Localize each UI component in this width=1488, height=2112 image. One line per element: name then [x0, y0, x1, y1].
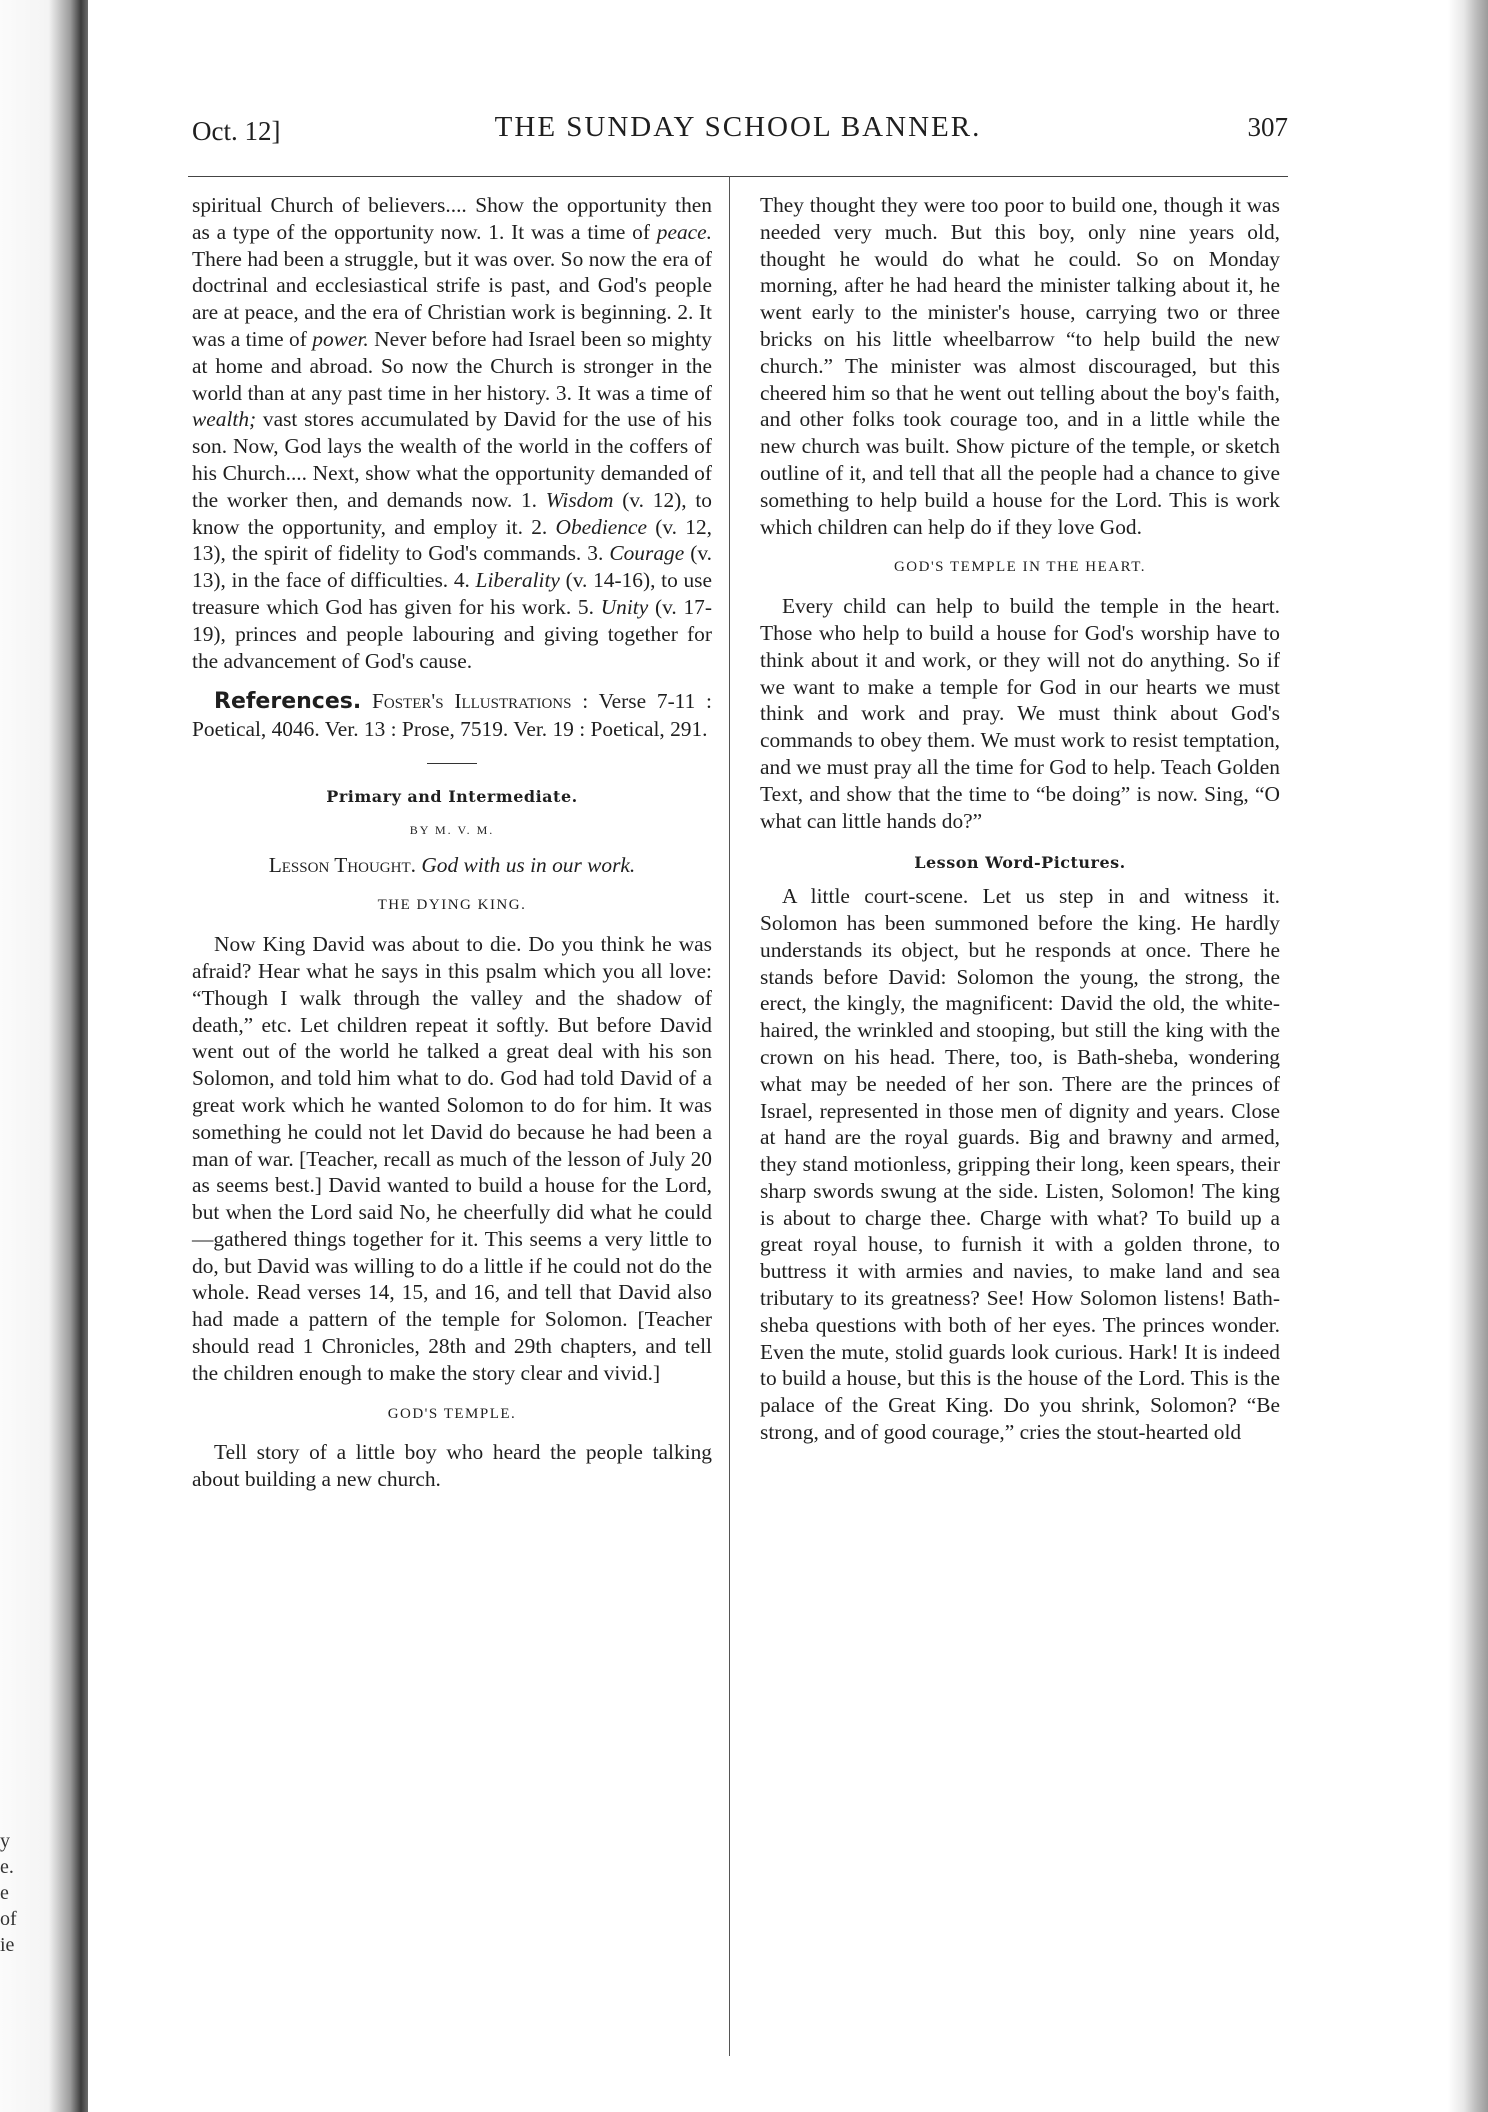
dying-king-paragraph: Now King David was about to die. Do you think he was afraid? Hear what he says in this psalm which you all love: “Though I walk through the valley and the shadow of death,” etc. Let children repeat it softly. But before David went out of the world he talked a great deal with his son Solomon, and told him what to do. God had told David of a great work which he wanted Solomon to do for him. It was something he could not let David do because he had been a man of war. [Teacher, recall as much of the lesson of July 20 as seems best.] David wanted to build a house for the Lord, but when the Lord said No, he cheerfully did what he could—gathered things together for it. This seems a very little to do, but David was willing to do a little if he could not do the whole. Read verses 14, 15, and 16, and tell that David also had made a pattern of the temple for Solomon. [Teacher should read 1 Chronicles, 28th and 29th chapters, and tell the children enough to make the story clear and vivid.]	[192, 932, 712, 1385]
temple-in-heart-paragraph: Every child can help to build the temple in the heart. Those who help to build a house for God's worship have to think about it and work, or they will not do anything. So if we want to make a temple for God in our hearts we must think and work and pray. We must think about God's commands to obey them. We must work to resist temptation, and we must pray all the time for God to help. Teach Golden Text, and show that the time to “be doing” is now. Sing, “O what can little hands do?”	[760, 594, 1280, 833]
italic-term: wealth;	[192, 407, 257, 432]
fragment-line: e	[0, 1882, 9, 1904]
text-run: (v. 12, 13), the spirit of fidelity to God's commands. 3.	[192, 514, 712, 566]
text-run: Never before had Israel been so mighty at home and abroad. So now the Church is stronger in the world than at any past time in her history. 3. It was a time of	[192, 326, 712, 405]
italic-term: Wisdom	[545, 487, 614, 512]
section-title-word-pictures: Lesson Word-Pictures.	[914, 853, 1126, 873]
header-date: Oct. 12]	[192, 116, 281, 146]
lesson-thought-text: God with us in our work.	[421, 852, 636, 877]
subhead-temple-in-heart: GOD'S TEMPLE IN THE HEART.	[893, 559, 1147, 576]
boy-story-paragraph: They thought they were too poor to build one, though it was needed very much. But this boy, only nine years old, thought he would do what he could. So on Monday morning, after he had heard the minister talking about it, he went early to the minister's house, carrying two or three bricks on his little wheelbarrow “to help build the new church.” The minister was almost discouraged, but this cheered him so that he went out telling about the boy's faith, and other folks took courage too, and in a little while the new church was built. Show picture of the temple, or sketch outline of it, and tell that all the people had a chance to give something to help build a house for the Lord. This is work which children can help do if they love God.	[760, 193, 1280, 539]
left-column	[192, 192, 712, 1493]
italic-term: Unity	[600, 594, 649, 619]
fragment-line: y	[0, 1830, 10, 1852]
fragment-line: e.	[0, 1856, 14, 1878]
text-run: vast stores accumulated by David for the use of his son. Now, God lays the wealth of the world in the coffers of his Church.... Next, show what the opportunity demanded of the worker then, and demands now. 1.	[192, 407, 712, 512]
italic-term: Courage	[609, 541, 685, 566]
book-spine-shadow	[0, 0, 88, 2112]
header-title: THE SUNDAY SCHOOL BANNER.	[494, 111, 982, 143]
italic-term: Obedience	[555, 514, 647, 539]
text-run: (v. 17-19), princes and people labouring and giving together for the advancement of God's cause.	[192, 594, 712, 673]
book-page	[188, 96, 1288, 1492]
running-header	[188, 96, 1288, 156]
italic-term: peace.	[656, 219, 712, 244]
section-title-primary: Primary and Intermediate.	[326, 786, 578, 806]
byline: BY M. V. M.	[409, 822, 495, 837]
facing-page-fragment	[0, 1828, 20, 1958]
section-rule	[427, 763, 477, 764]
page-number: 307	[1247, 112, 1288, 142]
lesson-thought-label: Lesson Thought.	[268, 852, 416, 877]
column-divider	[729, 176, 730, 2056]
right-column	[760, 192, 1280, 1446]
subhead-gods-temple: GOD'S TEMPLE.	[387, 1405, 517, 1422]
opportunity-paragraph	[192, 192, 712, 674]
references-text: : Verse 7-11 : Poetical, 4046. Ver. 13 : Prose, 7519. Ver. 19 : Poetical, 291.	[192, 689, 712, 742]
subhead-dying-king: THE DYING KING.	[377, 897, 527, 914]
text-run: (v. 14-16), to use treasure which God has given for his work. 5.	[192, 568, 712, 619]
text-run: (v. 13), in the face of difficulties. 4.	[192, 541, 713, 593]
references-source: Foster's Illustrations	[371, 689, 572, 714]
italic-term: Liberality	[475, 568, 560, 593]
references-paragraph	[192, 688, 712, 743]
fragment-line: of	[0, 1908, 17, 1930]
page-edge-shadow	[1448, 0, 1488, 2112]
italic-term: power.	[312, 326, 369, 351]
header-rule	[188, 176, 1288, 177]
text-run: (v. 12), to know the opportunity, and employ it. 2.	[192, 487, 712, 539]
references-label: References.	[214, 689, 362, 715]
gods-temple-paragraph: Tell story of a little boy who heard the people talking about building a new church.	[192, 1440, 712, 1492]
lesson-thought	[192, 852, 712, 879]
text-run: There had been a struggle, but it was over. So now the era of doctrinal and ecclesiastical strife is past, and God's people are at peace, and the era of Christian work is beginning. 2. It was a time of	[192, 246, 712, 351]
fragment-line: ie	[0, 1934, 15, 1956]
word-pictures-paragraph: A little court-scene. Let us step in and witness it. Solomon has been summoned before the king. He hardly understands its object, but he responds at once. There he stands before David: Solomon the young, the strong, the erect, the kingly, the magnificent: David the old, the white-haired, the wrinkled and stooping, but still the king with the crown on his head. There, too, is Bath-sheba, wondering what may be needed of her son. There are the princes of Israel, represented in those men of dignity and years. Close at hand are the royal guards. Big and brawny and armed, they stand motionless, gripping their long, keen spears, their sharp swords swung at the side. Listen, Solomon! The king is about to charge thee. Charge with what? To build up a great royal house, to furnish it with a golden throne, to buttress it with armies and navies, to make land and sea tributary to its greatness? See! How Solomon listens! Bath-sheba questions with both of her eyes. The princes wonder. Even the mute, stolid guards look curious. Hark! It is indeed to build a house, but this is the house of the Lord. This is the palace of the Great King. Do you shrink, Solomon? “Be strong, and of good courage,” cries the stout-hearted old	[760, 884, 1280, 1445]
text-run: spiritual Church of believers.... Show the opportunity then as a type of the opportunity now. 1. It was a time of	[192, 193, 712, 244]
